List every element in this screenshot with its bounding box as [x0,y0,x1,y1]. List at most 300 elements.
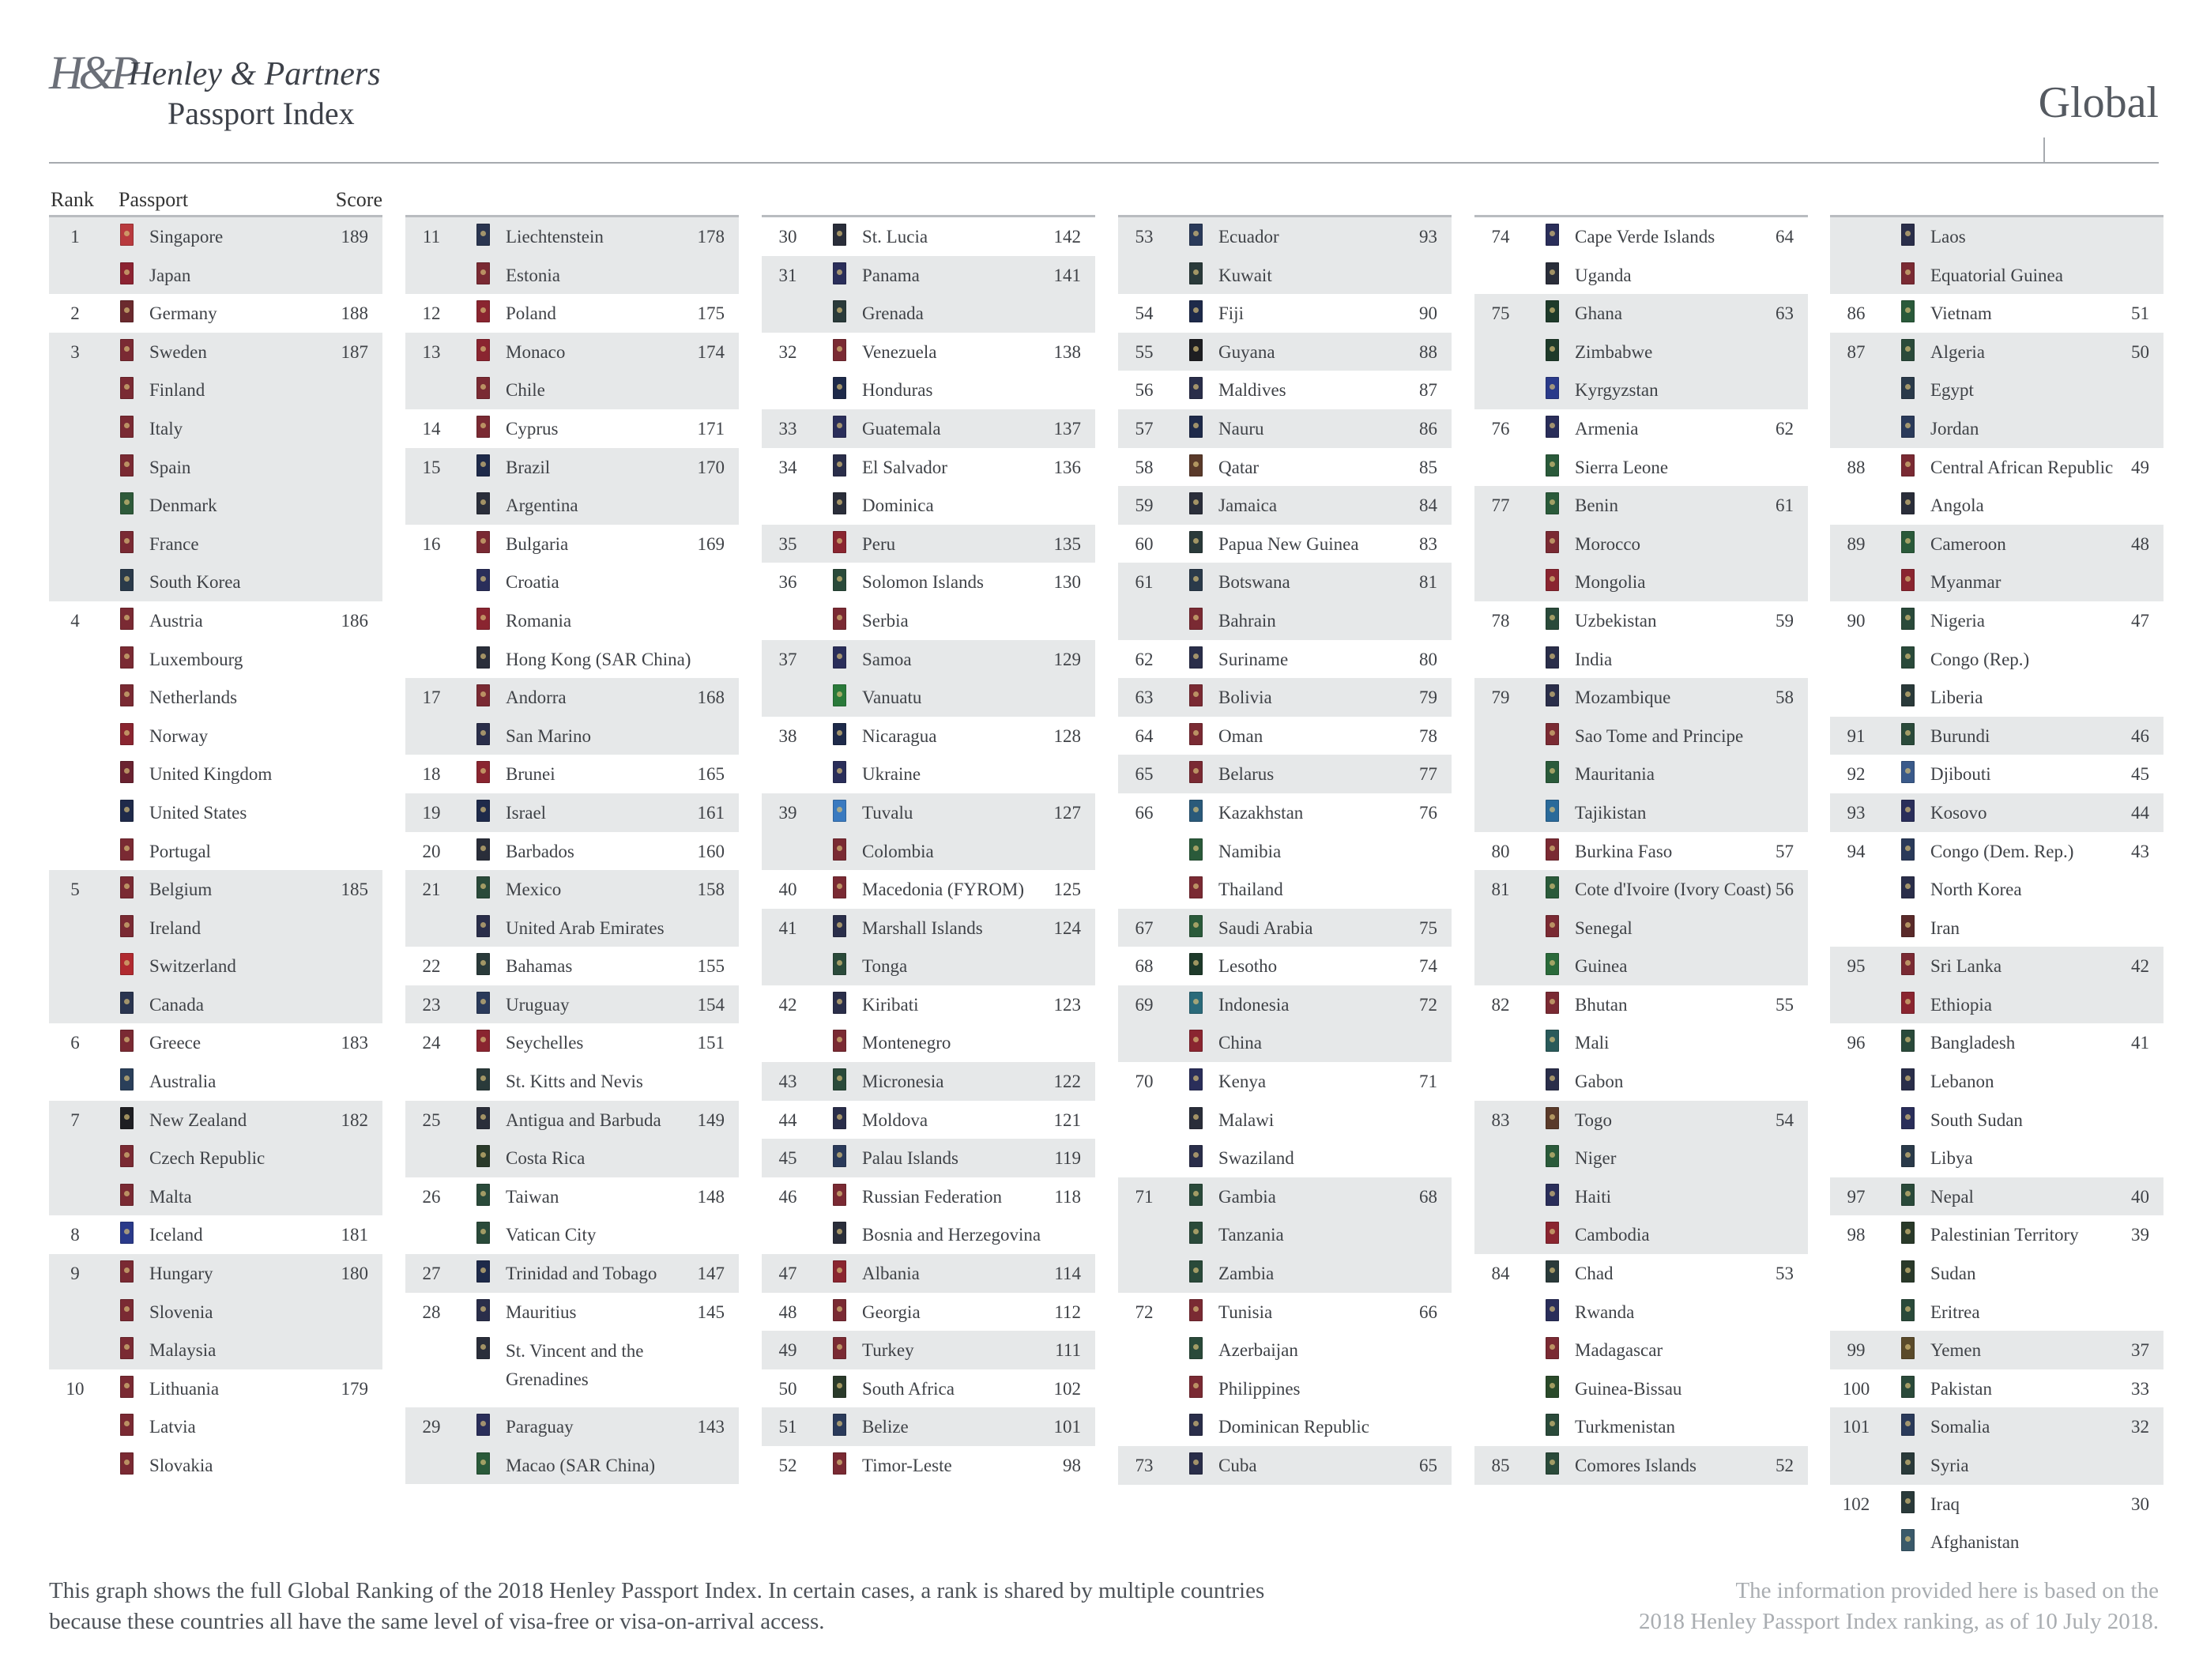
table-row [762,601,1095,640]
passport-cover-icon [833,761,846,783]
table-row [405,870,739,909]
passport-cover-icon [833,1260,846,1283]
country-name: Cote d'Ivoire (Ivory Coast) [1575,880,1772,900]
table-row [405,755,739,793]
country-name: Algeria [1930,341,1985,362]
passport-cover-icon [476,953,490,975]
country-name: Belgium [149,880,213,900]
passport-cover-icon [1901,1299,1915,1321]
country-name: Comores Islands [1575,1456,1696,1475]
table-row [1118,371,1452,409]
rank-value: 70 [1135,1072,1154,1092]
table-row [1474,1331,1808,1369]
footer-description-line: This graph shows the full Global Ranking of the 2018 Henley Passport Index. In certain cases, a rank is shared by multiple countries [49,1578,1265,1603]
table-row [1830,525,2163,563]
table-row [405,717,739,755]
passport-cover-icon [1901,224,1915,246]
table-row [1830,1215,2163,1254]
country-name: San Marino [506,725,591,746]
passport-cover-icon [1189,569,1203,591]
score-value: 122 [1053,1072,1081,1092]
rank-value: 66 [1135,802,1154,823]
score-value: 130 [1053,572,1081,593]
rank-value: 49 [778,1340,797,1361]
passport-cover-icon [1189,492,1203,514]
table-row [405,1101,739,1139]
table-row [1830,1331,2163,1369]
score-value: 87 [1419,380,1437,401]
table-row [1830,678,2163,717]
table-row [1474,1407,1808,1446]
country-name: Lebanon [1930,1072,1994,1092]
score-value: 76 [1419,802,1437,823]
rank-value: 31 [778,265,797,285]
score-column-header: Score [335,188,382,211]
rank-value: 92 [1847,764,1866,785]
passport-cover-icon [476,992,490,1014]
score-value: 161 [697,802,725,823]
country-name: Liberia [1930,687,1983,708]
table-row [1474,909,1808,947]
rank-value: 2 [70,303,80,324]
rank-value: 14 [422,418,441,439]
country-name: Philippines [1218,1378,1301,1399]
table-row [1830,909,2163,947]
rank-value: 85 [1491,1456,1510,1475]
country-name: Bulgaria [506,533,569,554]
table-row [762,1369,1095,1408]
passport-cover-icon [1546,454,1559,477]
passport-cover-icon [1901,1030,1915,1052]
score-value: 188 [341,303,368,324]
table-row [1118,1254,1452,1293]
table-row [405,985,739,1024]
table-row [405,909,739,947]
table-row [1830,793,2163,832]
table-row [1830,832,2163,871]
footer-description-line: because these countries all have the same level of visa-free or visa-on-arrival access. [49,1609,825,1634]
passport-cover-icon [1901,646,1915,669]
footer-description [49,1576,1264,1637]
table-row [1830,1177,2163,1216]
score-value: 58 [1776,687,1794,708]
country-name: Estonia [506,265,560,285]
country-name: Gabon [1575,1072,1624,1092]
passport-cover-icon [1546,492,1559,514]
passport-cover-icon [1189,454,1203,477]
country-name: Ukraine [862,764,921,785]
score-value: 30 [2131,1494,2149,1514]
score-value: 114 [1054,1264,1081,1284]
table-row [762,1254,1095,1293]
passport-cover-icon [1546,569,1559,591]
table-row [405,217,739,256]
rank-value: 9 [70,1264,80,1284]
rank-value: 83 [1491,1109,1510,1130]
table-row [1830,294,2163,333]
passport-cover-icon [1189,1376,1203,1398]
table-row [762,717,1095,755]
table-row [49,525,382,563]
table-row [49,448,382,487]
table-row [405,793,739,832]
passport-cover-icon [1901,800,1915,822]
passport-cover-icon [1546,300,1559,322]
rank-value: 27 [422,1264,441,1284]
footer-source-note [1639,1576,2159,1637]
country-name: Serbia [862,610,909,631]
country-name: Peru [862,533,896,554]
page-title: Global [2038,78,2159,127]
score-value: 170 [697,457,725,477]
country-name: Kosovo [1930,802,1987,823]
passport-cover-icon [1546,531,1559,553]
passport-cover-icon [1189,1184,1203,1206]
country-name: Iraq [1930,1494,1960,1514]
table-row [762,947,1095,985]
score-value: 180 [341,1264,368,1284]
passport-cover-icon [1189,339,1203,361]
passport-cover-icon [120,339,134,361]
table-row [762,1139,1095,1177]
country-name: New Zealand [149,1109,247,1130]
score-value: 135 [1053,533,1081,554]
country-name: Botswana [1218,572,1290,593]
passport-cover-icon [120,761,134,783]
table-row [1830,1023,2163,1062]
passport-cover-icon [1901,838,1915,861]
country-name: Malawi [1218,1109,1275,1130]
rank-value: 86 [1847,303,1866,324]
country-name: Dominica [862,495,934,516]
table-row [1118,1446,1452,1485]
table-row [49,1062,382,1101]
passport-cover-icon [1189,1452,1203,1475]
score-value: 47 [2131,610,2149,631]
table-row [1118,1023,1452,1062]
passport-cover-icon [833,1184,846,1206]
table-row [762,1407,1095,1446]
table-row [405,333,739,371]
passport-cover-icon [1546,876,1559,898]
table-row [1474,870,1808,909]
rank-value: 24 [422,1033,441,1053]
rank-value: 32 [778,341,797,362]
table-row [1830,640,2163,679]
passport-cover-icon [120,1376,134,1398]
table-row [1118,717,1452,755]
country-name: Papua New Guinea [1218,533,1359,554]
country-name: Netherlands [149,687,238,708]
table-row [1830,755,2163,793]
passport-cover-icon [1901,262,1915,284]
score-value: 45 [2131,764,2149,785]
country-name: Russian Federation [862,1186,1002,1207]
table-row [1830,1523,2163,1561]
column-headers [49,185,382,213]
score-value: 46 [2131,725,2149,746]
rank-value: 11 [422,227,441,247]
country-name: South Korea [149,572,241,593]
table-row [762,870,1095,909]
passport-cover-icon [476,1030,490,1052]
passport-cover-icon [476,1337,490,1359]
country-name: Swaziland [1218,1148,1294,1169]
rank-value: 73 [1135,1456,1154,1475]
score-value: 148 [697,1186,725,1207]
table-row [405,640,739,679]
header-divider [49,162,2159,164]
rank-value: 33 [778,418,797,439]
country-name: Zambia [1218,1264,1275,1284]
rank-value: 8 [70,1225,80,1245]
passport-cover-icon [833,1452,846,1475]
table-row [405,256,739,295]
passport-cover-icon [833,1030,846,1052]
score-value: 86 [1419,418,1437,439]
country-name: Cameroon [1930,533,2006,554]
passport-cover-icon [1189,1299,1203,1321]
table-row [49,717,382,755]
country-name: Slovenia [149,1301,213,1322]
rank-value: 60 [1135,533,1154,554]
passport-cover-icon [1546,953,1559,975]
country-name: Paraguay [506,1417,574,1437]
table-row [49,947,382,985]
country-name: Iran [1930,917,1960,938]
table-row [49,985,382,1024]
passport-cover-icon [476,300,490,322]
table-row [405,448,739,487]
country-name: Mexico [506,880,562,900]
score-value: 178 [697,227,725,247]
country-name: Mongolia [1575,572,1646,593]
table-row [1118,448,1452,487]
country-name: Germany [149,303,217,324]
passport-cover-icon [1546,838,1559,861]
passport-cover-icon [120,416,134,438]
table-row [405,947,739,985]
table-row [762,294,1095,333]
rank-value: 77 [1491,495,1510,516]
product-name: Passport Index [168,96,355,131]
country-name: Iceland [149,1225,203,1245]
passport-cover-icon [1546,1030,1559,1052]
passport-cover-icon [1901,1491,1915,1513]
ranking-column [405,217,739,1484]
table-row [762,640,1095,679]
score-value: 111 [1055,1340,1081,1361]
country-name: Marshall Islands [862,917,983,938]
passport-cover-icon [833,492,846,514]
table-row [405,601,739,640]
table-row [1118,678,1452,717]
country-name: St. Vincent and the Grenadines [506,1341,644,1390]
country-name: Romania [506,610,572,631]
passport-cover-icon [1189,1107,1203,1129]
passport-cover-icon [120,876,134,898]
passport-cover-icon [1901,953,1915,975]
score-value: 80 [1419,649,1437,669]
score-value: 72 [1419,994,1437,1015]
table-row [1118,1062,1452,1101]
country-name: Montenegro [862,1033,951,1053]
rank-value: 47 [778,1264,797,1284]
passport-cover-icon [120,262,134,284]
passport-cover-icon [833,1414,846,1436]
table-row [1474,717,1808,755]
passport-cover-icon [476,608,490,630]
rank-value: 101 [1842,1417,1870,1437]
passport-cover-icon [120,608,134,630]
passport-cover-icon [833,838,846,861]
passport-cover-icon [120,684,134,706]
rank-value: 102 [1842,1494,1870,1514]
table-row [1830,1369,2163,1408]
rank-value: 99 [1847,1340,1866,1361]
country-name: Taiwan [506,1186,559,1207]
country-name: Guinea-Bissau [1575,1378,1682,1399]
passport-cover-icon [120,1068,134,1090]
score-value: 147 [697,1264,725,1284]
table-row [1118,217,1452,256]
country-name: Costa Rica [506,1148,586,1169]
score-value: 125 [1053,880,1081,900]
table-row [1474,1254,1808,1293]
score-value: 79 [1419,687,1437,708]
rank-value: 46 [778,1186,797,1207]
table-row [1474,832,1808,871]
passport-cover-icon [120,723,134,745]
table-row [49,1369,382,1408]
passport-cover-icon [1189,224,1203,246]
table-row [1830,448,2163,487]
passport-cover-icon [1189,992,1203,1014]
rank-value: 54 [1135,303,1154,324]
country-name: Kenya [1218,1072,1267,1092]
country-name: United States [149,802,247,823]
score-value: 149 [697,1109,725,1130]
country-name: Central African Republic [1930,457,2114,477]
passport-cover-icon [120,1337,134,1359]
country-name: Portugal [149,841,211,861]
table-row [405,525,739,563]
table-row [1118,1369,1452,1408]
table-row [49,1331,382,1369]
passport-cover-icon [1901,454,1915,477]
table-row [1474,947,1808,985]
passport-cover-icon [1546,1376,1559,1398]
country-name: South Africa [862,1378,955,1399]
score-value: 49 [2131,457,2149,477]
passport-cover-icon [120,1145,134,1167]
country-name: Brunei [506,764,555,785]
country-name: Finland [149,380,205,401]
table-row [405,1254,739,1293]
ranking-column [1474,217,1808,1485]
table-row [1830,1407,2163,1446]
table-row [49,1101,382,1139]
passport-cover-icon [833,876,846,898]
score-value: 83 [1419,533,1437,554]
table-row [49,217,382,256]
passport-cover-icon [1189,838,1203,861]
score-value: 182 [341,1109,368,1130]
rank-value: 57 [1135,418,1154,439]
passport-cover-icon [1546,800,1559,822]
logo-monogram: H&P [49,47,135,99]
country-name: Ireland [149,917,201,938]
passport-cover-icon [833,723,846,745]
country-name: Cambodia [1575,1225,1650,1245]
rank-value: 28 [422,1301,441,1322]
table-row [405,371,739,409]
country-name: Bhutan [1575,994,1628,1015]
passport-cover-icon [833,224,846,246]
table-row [1830,1101,2163,1139]
score-value: 68 [1419,1186,1437,1207]
table-row [1474,1446,1808,1485]
country-name: Colombia [862,841,934,861]
rank-value: 61 [1135,572,1154,593]
country-name: United Kingdom [149,764,273,785]
passport-cover-icon [476,915,490,937]
rank-value: 68 [1135,956,1154,977]
country-name: Antigua and Barbuda [506,1109,661,1130]
rank-value: 23 [422,994,441,1015]
rank-value: 39 [778,802,797,823]
country-name: Congo (Rep.) [1930,649,2030,669]
table-row [1118,755,1452,793]
passport-cover-icon [1546,992,1559,1014]
country-name: Armenia [1575,418,1639,439]
rank-value: 29 [422,1417,441,1437]
score-value: 51 [2131,303,2149,324]
score-value: 42 [2131,956,2149,977]
passport-cover-icon [476,1299,490,1321]
table-row [1830,1139,2163,1177]
country-name: Tajikistan [1575,802,1647,823]
rank-value: 84 [1491,1264,1510,1284]
table-row [49,1293,382,1332]
passport-cover-icon [120,377,134,399]
rank-value: 93 [1847,802,1866,823]
table-row [762,525,1095,563]
table-row [762,486,1095,525]
ranking-column [1830,217,2163,1561]
passport-cover-icon [476,1184,490,1206]
country-name: Uruguay [506,994,570,1015]
country-name: Thailand [1218,880,1283,900]
table-row [762,755,1095,793]
score-value: 81 [1419,572,1437,593]
country-name: Maldives [1218,380,1286,401]
passport-cover-icon [833,992,846,1014]
country-name: Spain [149,457,191,477]
country-name: Belize [862,1417,909,1437]
country-name: North Korea [1930,880,2022,900]
passport-cover-icon [120,646,134,669]
table-row [762,1177,1095,1216]
passport-cover-icon [1546,224,1559,246]
table-row [1474,1139,1808,1177]
country-name: Guatemala [862,418,941,439]
rank-value: 18 [422,764,441,785]
score-value: 84 [1419,495,1437,516]
score-value: 175 [697,303,725,324]
table-row [49,371,382,409]
table-row [1118,1139,1452,1177]
